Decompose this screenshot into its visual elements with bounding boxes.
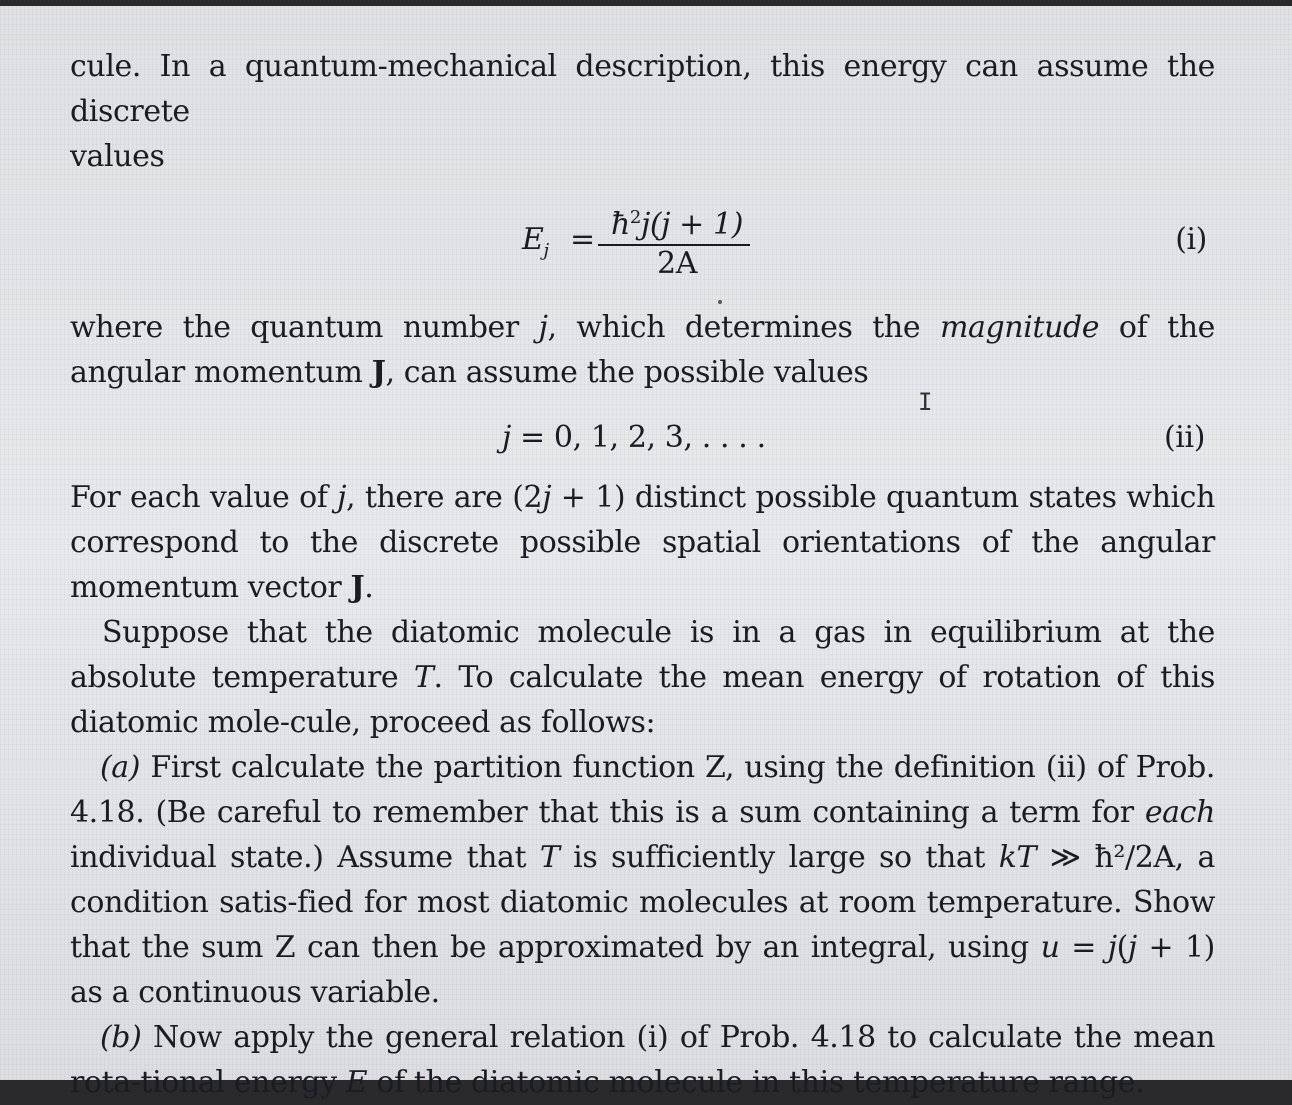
text-cursor-icon: I (918, 388, 933, 416)
equation-ii (70, 407, 1215, 473)
equation-i (70, 181, 1215, 301)
equation-i-numerator: $ħ^2j(j + 1)$ (610, 207, 744, 242)
equation-i-lhs: $E_j$ (522, 222, 549, 261)
paragraph-suppose: Suppose that the diatomic molecule is in a gas in equilibrium at the absolute temperature T. To calculate the mean energy of rotation of this diatomic mole-cule, proceed as follows: (70, 615, 1215, 740)
part-b-label: (b) (100, 1020, 142, 1055)
equation-i-equals: = (570, 222, 595, 257)
paragraph-for-each: For each value of j, there are (2j + 1) distinct possible quantum states which correspond to the discrete possible spatial orientations of the angular momentum vector J. (70, 480, 1216, 605)
equation-ii-label: (ii) (1164, 420, 1205, 455)
monitor-screen (0, 6, 1292, 1100)
equation-i-label: (i) (1175, 222, 1207, 257)
paragraph-where: where the quantum number j, which determines the magnitude of the angular momentum J, can assume the possible values (70, 310, 1215, 390)
intro-line-2: values (70, 139, 165, 174)
part-a: (a) First calculate the partition function Z, using the definition (ii) of Prob. 4.18. (Be careful to remember that this is a sum containing a term for each individual state.) Assume that T is sufficiently large so that kT ≫ ħ²/2A, a condition satis-fied for most diatomic molecules at room temperature. Show that the sum Z can then be approximated by an integral, using u = j(j + 1) as a continuous variable. (70, 750, 1215, 1010)
equation-i-denominator: 2A (657, 246, 697, 281)
equation-ii-expression: j = 0, 1, 2, 3, . . . . (502, 420, 766, 455)
textbook-page (70, 44, 1215, 1105)
part-a-label: (a) (100, 750, 141, 785)
intro-paragraph (70, 44, 1215, 179)
screen-speck (718, 300, 722, 304)
intro-line-1: cule. In a quantum-mechanical description, this energy can assume the discrete (70, 49, 1215, 129)
part-b: (b) Now apply the general relation (i) of Prob. 4.18 to calculate the mean rota-tional energy E of the diatomic molecule in this temperature range. (70, 1020, 1215, 1100)
